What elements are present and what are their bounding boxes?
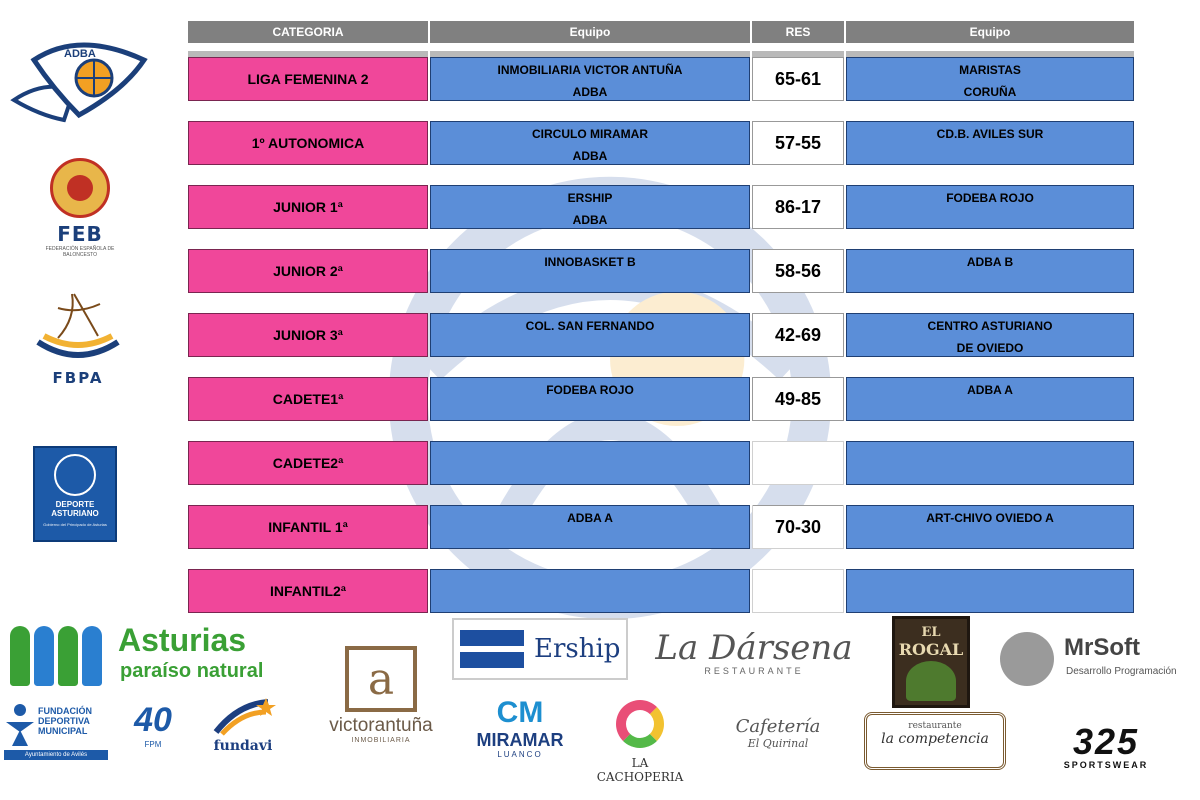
home-team-cell: ADBA A xyxy=(430,505,750,549)
home-team-cell: ERSHIP ADBA xyxy=(430,185,750,229)
el-rogal-logo xyxy=(892,616,970,708)
category-cell: CADETE2ª xyxy=(188,441,428,485)
fundavi-logo-text: fundavi xyxy=(213,738,273,754)
ership-logo xyxy=(452,618,628,680)
home-team-cell xyxy=(430,569,750,613)
header-categoria: CATEGORIA xyxy=(188,21,428,43)
results-table xyxy=(188,21,1134,613)
fbpa-emblem-icon xyxy=(28,288,128,364)
feb-logo-subtext: FEDERACIÓN ESPAÑOLA DE BALONCESTO xyxy=(45,246,115,258)
deporte-asturiano-emblem-icon xyxy=(54,454,96,496)
adba-logo xyxy=(4,20,154,130)
fbpa-logo xyxy=(28,288,128,388)
table-row xyxy=(188,185,1134,229)
cachoperia-c-icon xyxy=(616,700,664,748)
asturias-logo-text: Asturias xyxy=(118,622,247,658)
asturias-logo-subtext: paraíso natural xyxy=(120,660,264,682)
miramar-logo-subtext: LUANCO xyxy=(497,750,543,759)
ership-logo-text: Ership xyxy=(534,634,621,664)
home-team-cell xyxy=(430,441,750,485)
miramar-emblem: CM xyxy=(496,696,544,729)
category-cell: JUNIOR 1ª xyxy=(188,185,428,229)
category-cell: INFANTIL2ª xyxy=(188,569,428,613)
away-team-cell: CD.B. AVILES SUR xyxy=(846,121,1134,165)
category-cell: CADETE1ª xyxy=(188,377,428,421)
la-cachoperia-logo xyxy=(592,700,688,784)
table-row xyxy=(188,249,1134,293)
home-team-cell: FODEBA ROJO xyxy=(430,377,750,421)
away-team-cell: CENTRO ASTURIANO DE OVIEDO xyxy=(846,313,1134,357)
score-cell: 58-56 xyxy=(752,249,844,293)
cachoperia-logo-text: LA CACHOPERIA xyxy=(596,756,684,784)
away-team-cell: MARISTAS CORUÑA xyxy=(846,57,1134,101)
empty-score-gap xyxy=(752,505,844,549)
fundavi-logo xyxy=(208,696,278,766)
away-team-cell: ART-CHIVO OVIEDO A xyxy=(846,505,1134,549)
table-row xyxy=(188,569,1134,613)
away-team-cell: FODEBA ROJO xyxy=(846,185,1134,229)
score-cell xyxy=(752,441,844,485)
feb-logo xyxy=(40,158,120,260)
home-team-cell: COL. SAN FERNANDO xyxy=(430,313,750,357)
asturias-icons-logo xyxy=(10,626,102,686)
adba-logo-text: ADBA xyxy=(64,48,96,60)
quirinal-logo-text: Cafetería xyxy=(735,716,821,737)
rogal-tree-icon xyxy=(906,661,956,701)
victor-antuna-logo xyxy=(314,646,448,746)
ership-flag-icon xyxy=(460,630,524,668)
deporte-asturiano-title: DEPORTE ASTURIANO xyxy=(51,500,99,518)
325-sportswear-logo xyxy=(1036,721,1176,772)
score-cell: 42-69 xyxy=(752,313,844,357)
home-team-cell: INNOBASKET B xyxy=(430,249,750,293)
away-team-cell xyxy=(846,569,1134,613)
fpm-40-number: 40 xyxy=(134,701,172,739)
mrsoft-logo-text: MrSoft xyxy=(1064,634,1140,661)
325-logo-number: 325 xyxy=(1072,721,1140,762)
category-cell: 1º AUTONOMICA xyxy=(188,121,428,165)
header-equipo-visitante: Equipo xyxy=(846,21,1134,43)
deporte-asturiano-subtitle: Gobierno del Principado de Asturias xyxy=(43,522,107,527)
rogal-logo-el: EL xyxy=(921,625,941,640)
score-cell: 65-61 xyxy=(752,57,844,101)
fdm-figure-icon xyxy=(4,702,36,748)
cafeteria-quirinal-logo xyxy=(728,700,828,770)
fdm-logo-text: FUNDACIÓN DEPORTIVA MUNICIPAL xyxy=(38,706,92,736)
fbpa-logo-text: FBPA xyxy=(52,369,104,387)
feb-logo-text: FEB xyxy=(57,222,103,246)
la-darsena-logo xyxy=(648,630,860,680)
table-header xyxy=(188,21,1134,43)
table-row xyxy=(188,313,1134,357)
competencia-logo-text: la competencia xyxy=(881,731,989,747)
la-competencia-logo xyxy=(864,712,1006,770)
table-row xyxy=(188,441,1134,485)
mrsoft-logo xyxy=(1000,630,1198,686)
fpm-40-subtext: FPM xyxy=(144,740,162,749)
header-equipo-local: Equipo xyxy=(430,21,750,43)
deporte-asturiano-logo xyxy=(33,446,117,542)
quirinal-logo-subtext: El Quirinal xyxy=(747,737,809,750)
darsena-logo-subtext: RESTAURANTE xyxy=(704,666,804,676)
score-cell: 49-85 xyxy=(752,377,844,421)
feb-emblem-icon xyxy=(50,158,110,218)
mrsoft-globe-icon xyxy=(1000,632,1054,686)
competencia-logo-subtext: restaurante xyxy=(908,721,962,731)
table-row xyxy=(188,57,1134,101)
adba-wings-icon xyxy=(4,20,154,130)
victor-antuna-name: victorantuña xyxy=(329,715,433,736)
score-cell: 57-55 xyxy=(752,121,844,165)
victor-antuna-subtext: INMOBILIARIA xyxy=(351,737,411,744)
away-team-cell xyxy=(846,441,1134,485)
darsena-logo-text: La Dársena xyxy=(655,628,853,668)
header-res: RES xyxy=(752,21,844,43)
category-cell: JUNIOR 2ª xyxy=(188,249,428,293)
fundavi-star-icon xyxy=(208,696,278,738)
fundacion-deportiva-municipal-logo xyxy=(4,700,110,762)
score-cell: 70-30 xyxy=(752,505,844,549)
325-logo-subtext: SPORTSWEAR xyxy=(1063,760,1149,770)
table-row xyxy=(188,121,1134,165)
fpm-40-logo xyxy=(118,700,188,758)
miramar-logo-text: MIRAMAR xyxy=(476,730,564,750)
category-cell: JUNIOR 3ª xyxy=(188,313,428,357)
table-row xyxy=(188,377,1134,421)
category-cell: INFANTIL 1ª xyxy=(188,505,428,549)
category-cell: LIGA FEMENINA 2 xyxy=(188,57,428,101)
fdm-logo-subtext: Ayuntamiento de Avilés xyxy=(4,750,108,760)
home-team-cell: CIRCULO MIRAMAR ADBA xyxy=(430,121,750,165)
home-team-cell: INMOBILIARIA VICTOR ANTUÑA ADBA xyxy=(430,57,750,101)
victor-antuna-emblem: a xyxy=(345,646,417,712)
score-cell: 86-17 xyxy=(752,185,844,229)
mrsoft-logo-subtext: Desarrollo Programación xyxy=(1066,666,1177,677)
table-row xyxy=(188,505,1134,549)
away-team-cell: ADBA B xyxy=(846,249,1134,293)
rogal-logo-text: ROGAL xyxy=(898,640,964,659)
results-body xyxy=(188,57,1134,613)
away-team-cell: ADBA A xyxy=(846,377,1134,421)
score-cell xyxy=(752,569,844,613)
circulo-miramar-logo xyxy=(470,696,570,776)
